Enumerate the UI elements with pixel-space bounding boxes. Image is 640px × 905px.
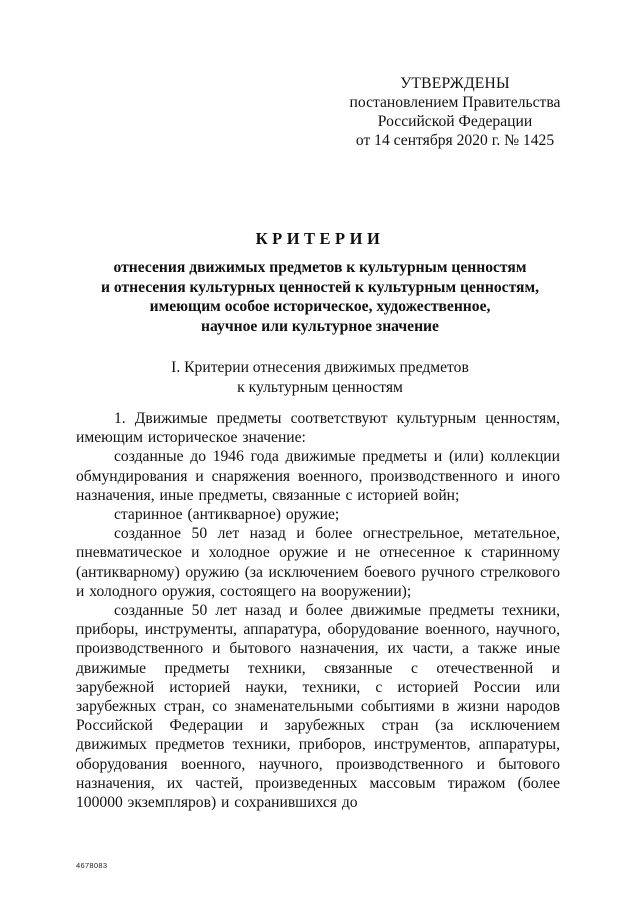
paragraph: созданные до 1946 года движимые предметы и (или) коллекции обмундирования и снаряжения военного, производственного и иного назначения, иные предметы, связанные с историей войн;: [76, 448, 560, 504]
subtitle-line: научное или культурное значение: [201, 317, 439, 335]
approval-heading: УТВЕРЖДЕНЫ: [400, 75, 510, 92]
approval-block: [342, 74, 568, 150]
section-heading: [0, 358, 640, 397]
footer-code: 4678083: [76, 861, 108, 870]
paragraph: созданные 50 лет назад и более движимые предметы техники, приборы, инструменты, аппаратура, оборудование военного, научного, производственного и бытового назначения, их части, а также иные движимые предметы техники, связанные с отечественной и зарубежной историей науки, техники, с историей России или зарубежных стран, со знаменательными событиями в жизни народов Российской Федерации и зарубежных стран (за исключением движимых предметов техники, приборов, инструментов, аппаратуры, оборудования военного, научного, производственного и бытового назначения, их частей, произведенных массовым тиражом (более 100000 экземпляров) и сохранившихся до: [76, 602, 560, 812]
approval-line: постановлением Правительства: [349, 94, 561, 111]
subtitle-line: и отнесения культурных ценностей к культурным ценностям,: [100, 278, 540, 296]
document-subtitle: [0, 258, 640, 336]
section-heading-line: к культурным ценностям: [237, 378, 403, 396]
approval-date-line: от 14 сентября 2020 г. № 1425: [355, 132, 555, 149]
body-text: [76, 409, 560, 812]
subtitle-line: отнесения движимых предметов к культурным ценностям: [113, 259, 527, 276]
paragraph: 1. Движимые предметы соответствуют культурным ценностям, имеющим историческое значение:: [76, 410, 560, 447]
subtitle-line: имеющим особое историческое, художественное,: [149, 298, 491, 315]
paragraph: старинное (антикварное) оружие;: [114, 506, 340, 524]
section-heading-line: I. Критерии отнесения движимых предметов: [171, 359, 469, 376]
document-title: КРИТЕРИИ: [255, 229, 385, 248]
paragraph: созданное 50 лет назад и более огнестрельное, метательное, пневматическое и холодное оружие и не отнесенное к старинному (антикварному) оружию (за исключением боевого ручного стрелкового и холодного оружия, состоящего на вооружении);: [76, 525, 560, 600]
approval-line: Российской Федерации: [377, 113, 533, 130]
